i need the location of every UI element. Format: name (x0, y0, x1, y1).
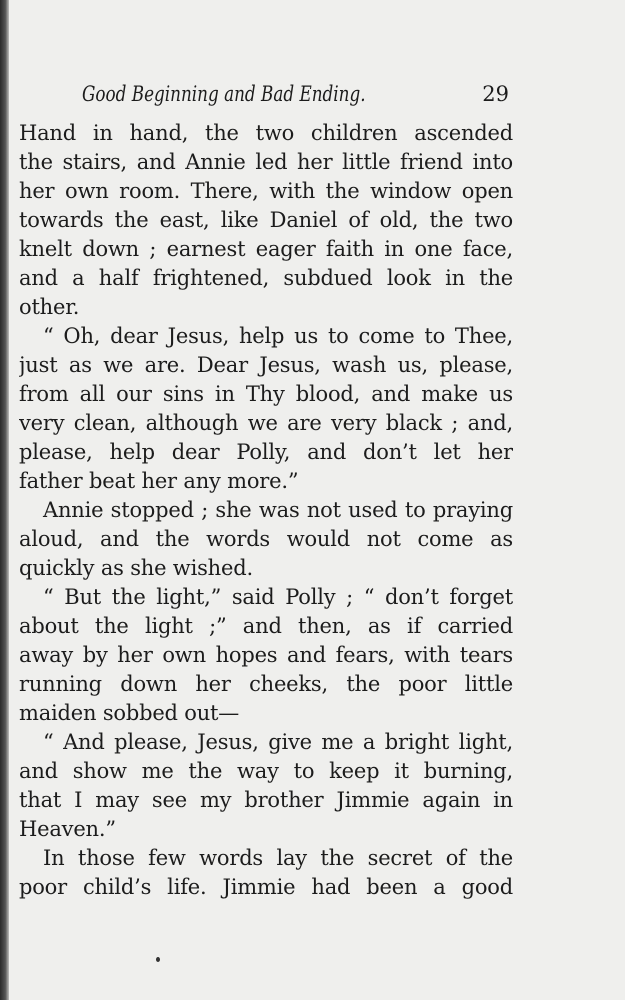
text-line: please, help dear Polly, and don’t let her (19, 440, 513, 464)
text-line: very clean, although we are very black ; and, (19, 411, 513, 435)
text-line: father beat her any more.” (19, 469, 299, 493)
page-binding-edge (0, 0, 9, 1000)
text-line: poor child’s life. Jimmie had been a good (19, 875, 513, 899)
text-line: towards the east, like Daniel of old, the two (19, 208, 513, 232)
text-line: that I may see my brother Jimmie again in (19, 788, 513, 812)
text-line: about the light ;” and then, as if carried (19, 614, 513, 638)
text-line: from all our sins in Thy blood, and make us (19, 382, 513, 406)
running-title: Good Beginning and Bad Ending. (82, 82, 366, 106)
text-line: knelt down ; earnest eager faith in one face, (19, 237, 513, 261)
text-line: just as we are. Dear Jesus, wash us, please, (19, 353, 513, 377)
text-line: aloud, and the words would not come as (19, 527, 513, 551)
running-header (19, 74, 513, 114)
text-line: away by her own hopes and fears, with tears (19, 643, 513, 667)
book-page (19, 74, 513, 902)
text-line: Annie stopped ; she was not used to praying (43, 498, 513, 522)
text-line: quickly as she wished. (19, 556, 253, 580)
text-line: Hand in hand, the two children ascended (19, 121, 513, 145)
text-line: In those few words lay the secret of the (43, 846, 513, 870)
text-line: “ But the light,” said Polly ; “ don’t forget (43, 585, 513, 609)
text-line: the stairs, and Annie led her little friend into (19, 150, 513, 174)
text-line: and show me the way to keep it burning, (19, 759, 513, 783)
body-text (19, 119, 513, 902)
ink-smudge (156, 957, 160, 962)
text-line: Heaven.” (19, 817, 116, 841)
page-number: 29 (482, 82, 509, 106)
text-line: maiden sobbed out— (19, 701, 240, 725)
text-line: “ And please, Jesus, give me a bright light, (43, 730, 513, 754)
text-line: her own room. There, with the window open (19, 179, 513, 203)
text-line: “ Oh, dear Jesus, help us to come to Thee, (43, 324, 513, 348)
text-line: running down her cheeks, the poor little (19, 672, 513, 696)
text-line: other. (19, 295, 80, 319)
text-line: and a half frightened, subdued look in the (19, 266, 513, 290)
